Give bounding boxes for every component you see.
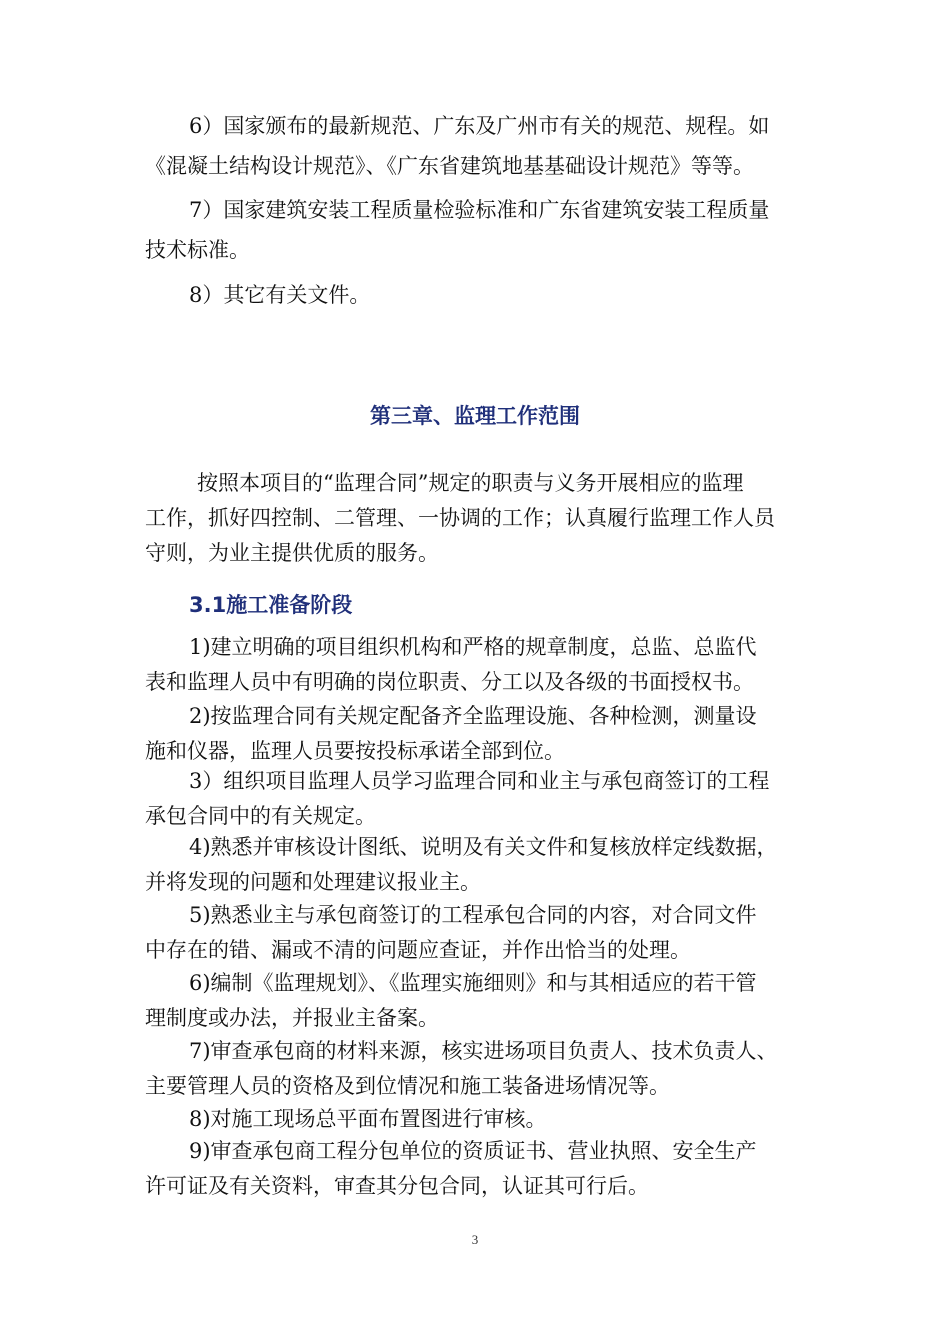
section-item-1-line-1: 1)建立明确的项目组织机构和严格的规章制度，总监、总监代 <box>189 635 757 659</box>
intro-paragraph <box>145 466 810 571</box>
section-item-9-line-2: 许可证及有关资料，审查其分包合同，认证其可行后。 <box>145 1174 649 1198</box>
intro-line-3: 守则，为业主提供优质的服务。 <box>145 541 439 565</box>
section-item-4-line-2: 并将发现的问题和处理建议报业主。 <box>145 870 481 894</box>
section-item-3 <box>145 764 810 834</box>
intro-line-2: 工作，抓好四控制、二管理、一协调的工作；认真履行监理工作人员 <box>145 506 775 530</box>
section-item-5-line-1: 5)熟悉业主与承包商签订的工程承包合同的内容，对合同文件 <box>189 903 757 927</box>
section-item-6-line-2: 理制度或办法，并报业主备案。 <box>145 1006 439 1030</box>
section-item-9 <box>145 1134 810 1204</box>
section-item-4 <box>145 830 810 900</box>
section-item-7 <box>145 1034 810 1104</box>
list-item-7-line-2: 技术标准。 <box>145 238 250 262</box>
list-item-7 <box>145 190 810 270</box>
chapter-title: 第三章、监理工作范围 <box>370 404 580 428</box>
list-item-6 <box>145 106 810 186</box>
list-item-6-line-2: 《混凝土结构设计规范》、《广东省建筑地基基础设计规范》等等。 <box>145 154 754 178</box>
section-item-2 <box>145 699 810 769</box>
section-item-1 <box>145 630 810 700</box>
section-item-3-line-1: 3）组织项目监理人员学习监理合同和业主与承包商签订的工程 <box>189 769 770 793</box>
section-item-9-line-1: 9)审查承包商工程分包单位的资质证书、营业执照、安全生产 <box>189 1139 757 1163</box>
section-item-5-line-2: 中存在的错、漏或不清的问题应查证，并作出恰当的处理。 <box>145 938 691 962</box>
section-item-2-line-1: 2)按监理合同有关规定配备齐全监理设施、各种检测，测量设 <box>189 704 757 728</box>
section-item-1-line-2: 表和监理人员中有明确的岗位职责、分工以及各级的书面授权书。 <box>145 670 754 694</box>
list-item-7-line-1: 7）国家建筑安装工程质量检验标准和广东省建筑安装工程质量 <box>189 198 770 222</box>
section-item-7-line-1: 7)审查承包商的材料来源，核实进场项目负责人、技术负责人、 <box>189 1039 778 1063</box>
section-item-8 <box>145 1102 810 1137</box>
section-item-8-line-1: 8)对施工现场总平面布置图进行审核。 <box>189 1107 547 1131</box>
section-item-7-line-2: 主要管理人员的资格及到位情况和施工装备进场情况等。 <box>145 1074 670 1098</box>
section-item-6-line-1: 6)编制《监理规划》、《监理实施细则》和与其相适应的若干管 <box>189 971 757 995</box>
intro-line-1: 按照本项目的“监理合同”规定的职责与义务开展相应的监理 <box>197 471 744 495</box>
list-item-8-line-1: 8）其它有关文件。 <box>189 283 371 307</box>
section-item-2-line-2: 施和仪器，监理人员要按投标承诺全部到位。 <box>145 739 565 763</box>
list-item-6-line-1: 6）国家颁布的最新规范、广东及广州市有关的规范、规程。如 <box>189 114 770 138</box>
section-item-4-line-1: 4)熟悉并审核设计图纸、说明及有关文件和复核放样定线数据， <box>189 835 778 859</box>
section-title: 3.1施工准备阶段 <box>189 593 353 617</box>
section-item-6 <box>145 966 810 1036</box>
section-item-5 <box>145 898 810 968</box>
page-number: 3 <box>471 1232 479 1247</box>
list-item-8 <box>145 275 810 315</box>
section-item-3-line-2: 承包合同中的有关规定。 <box>145 804 376 828</box>
